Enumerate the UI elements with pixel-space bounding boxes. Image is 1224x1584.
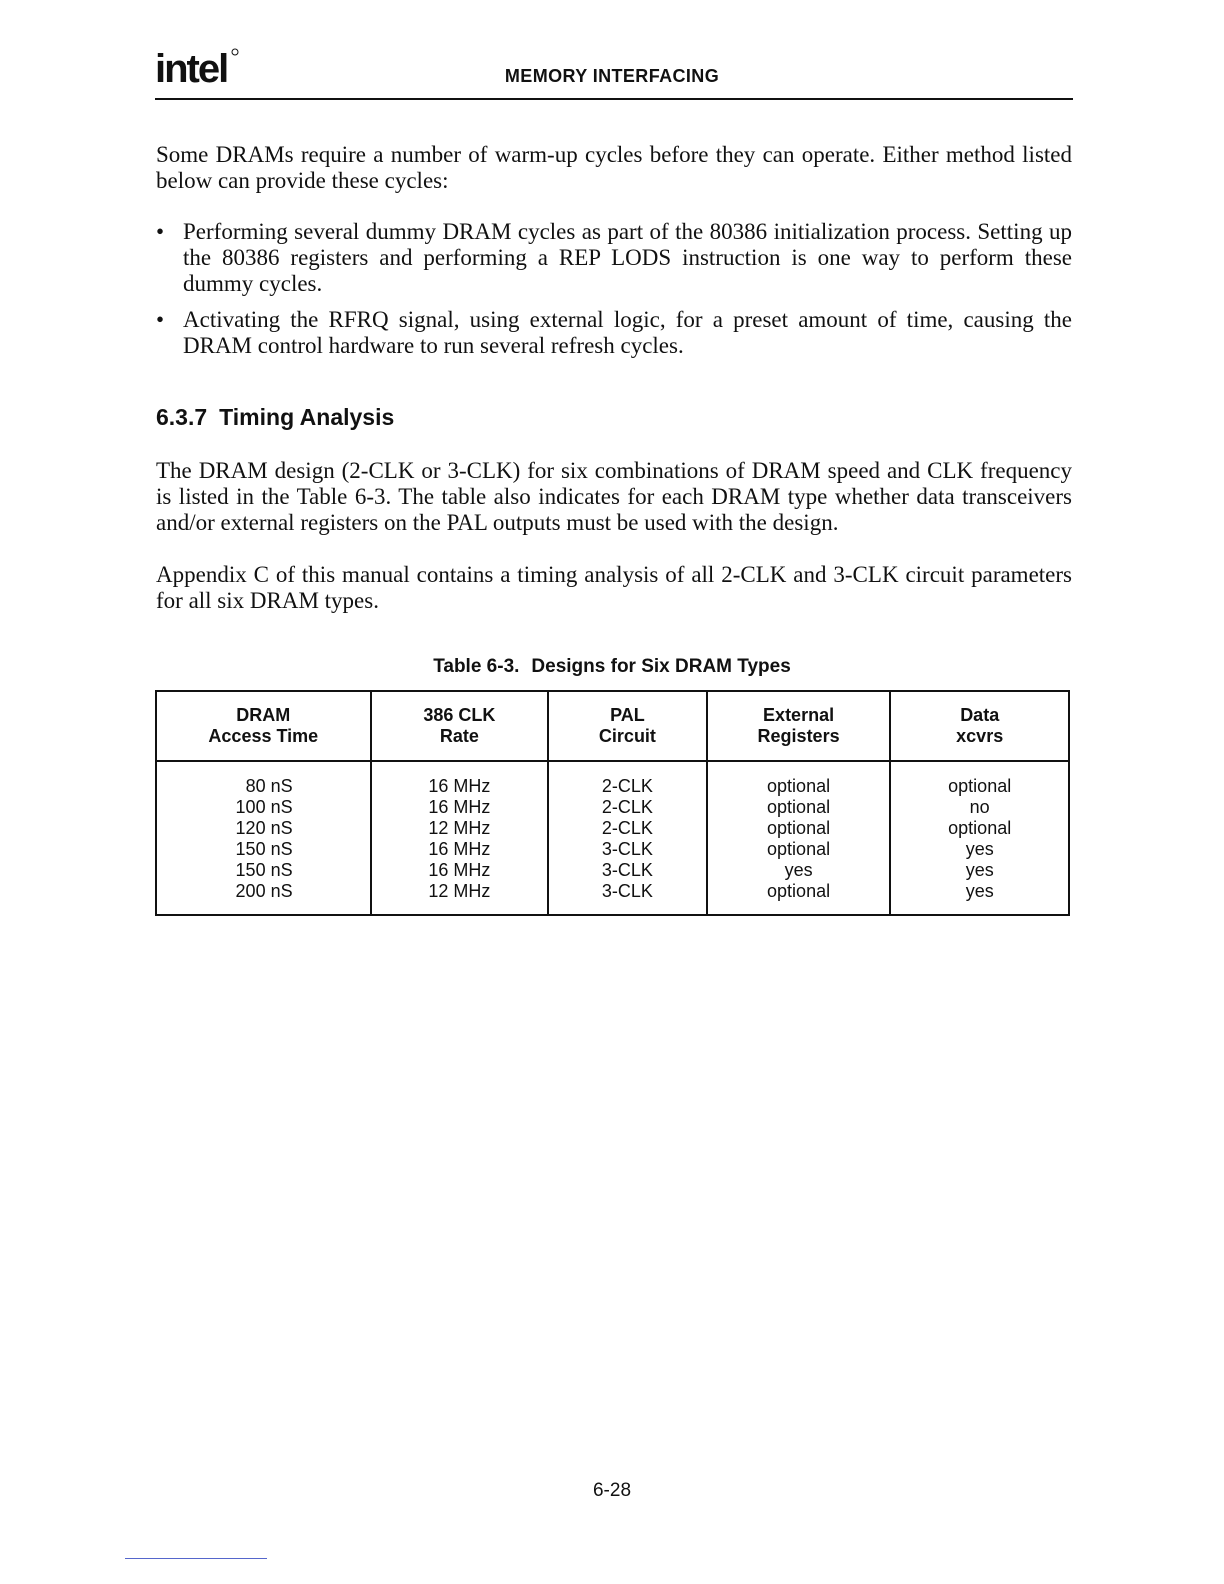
cell-data-xcvrs: yes (890, 881, 1069, 915)
cell-external-registers: optional (707, 881, 891, 915)
table-caption-title: Designs for Six DRAM Types (531, 656, 791, 677)
intro-paragraph: Some DRAMs require a number of warm-up cycles before they can operate. Either method listed below can provide these cycles: (156, 142, 1072, 193)
bullet-text: Performing several dummy DRAM cycles as part of the 80386 initialization process. Setting up the 80386 registers and performing a REP LODS instruction is one way to perform these dummy cycles. (183, 219, 1072, 296)
cell-access-time: 150 nS (156, 860, 371, 881)
cell-access-time: 80 nS (156, 761, 371, 797)
cell-clk-rate: 16 MHz (371, 860, 549, 881)
column-header-external-registers: External Registers (707, 691, 891, 761)
cell-external-registers: optional (707, 761, 891, 797)
cell-clk-rate: 16 MHz (371, 797, 549, 818)
cell-data-xcvrs: no (890, 797, 1069, 818)
cell-data-xcvrs: optional (890, 818, 1069, 839)
table-row (156, 860, 1069, 881)
intel-logo-text: intel (155, 47, 228, 91)
cell-clk-rate: 16 MHz (371, 839, 549, 860)
column-header-clk-rate: 386 CLK Rate (371, 691, 549, 761)
table-row (156, 839, 1069, 860)
column-header-access-time: DRAM Access Time (156, 691, 371, 761)
body-paragraph: The DRAM design (2-CLK or 3-CLK) for six combinations of DRAM speed and CLK frequency is listed in the Table 6-3. The table also indicates for each DRAM type whether data transceivers and/or external registers on the PAL outputs must be used with the design. (156, 458, 1072, 535)
bullet-list (156, 219, 1072, 369)
running-header-title: MEMORY INTERFACING (504, 66, 720, 86)
table-row (156, 797, 1069, 818)
cell-pal-circuit: 2-CLK (548, 761, 707, 797)
footer-rule (125, 1558, 267, 1559)
section-title: Timing Analysis (219, 404, 395, 430)
table-header-row (156, 691, 1069, 761)
cell-pal-circuit: 2-CLK (548, 797, 707, 818)
bullet-icon: • (156, 307, 165, 332)
cell-access-time: 200 nS (156, 881, 371, 915)
table-row (156, 818, 1069, 839)
table-row (156, 761, 1069, 797)
bullet-icon: • (156, 219, 165, 244)
cell-clk-rate: 16 MHz (371, 761, 549, 797)
cell-clk-rate: 12 MHz (371, 881, 549, 915)
cell-data-xcvrs: yes (890, 839, 1069, 860)
table-caption (0, 656, 1224, 678)
cell-data-xcvrs: optional (890, 761, 1069, 797)
cell-external-registers: optional (707, 797, 891, 818)
header-rule (155, 98, 1073, 100)
cell-access-time: 120 nS (156, 818, 371, 839)
column-header-pal-circuit: PAL Circuit (548, 691, 707, 761)
cell-pal-circuit: 2-CLK (548, 818, 707, 839)
bullet-text: Activating the RFRQ signal, using external logic, for a preset amount of time, causing the DRAM control hardware to run several refresh cycles. (183, 307, 1072, 358)
column-header-data-xcvrs: Data xcvrs (890, 691, 1069, 761)
bullet-item (156, 307, 1072, 359)
section-number: 6.3.7 (156, 404, 208, 430)
cell-external-registers: optional (707, 839, 891, 860)
bullet-item (156, 219, 1072, 297)
table-caption-number: Table 6-3. (433, 656, 520, 677)
section-heading (156, 404, 394, 431)
cell-external-registers: optional (707, 818, 891, 839)
cell-pal-circuit: 3-CLK (548, 839, 707, 860)
body-paragraph: Appendix C of this manual contains a timing analysis of all 2-CLK and 3-CLK circuit parameters for all six DRAM types. (156, 562, 1072, 613)
cell-access-time: 150 nS (156, 839, 371, 860)
cell-data-xcvrs: yes (890, 860, 1069, 881)
cell-clk-rate: 12 MHz (371, 818, 549, 839)
table-row (156, 881, 1069, 915)
cell-external-registers: yes (707, 860, 891, 881)
cell-pal-circuit: 3-CLK (548, 860, 707, 881)
cell-access-time: 100 nS (156, 797, 371, 818)
dram-designs-table (155, 690, 1070, 916)
page-number: 6-28 (592, 1480, 632, 1501)
cell-pal-circuit: 3-CLK (548, 881, 707, 915)
registered-mark-icon (232, 49, 238, 55)
